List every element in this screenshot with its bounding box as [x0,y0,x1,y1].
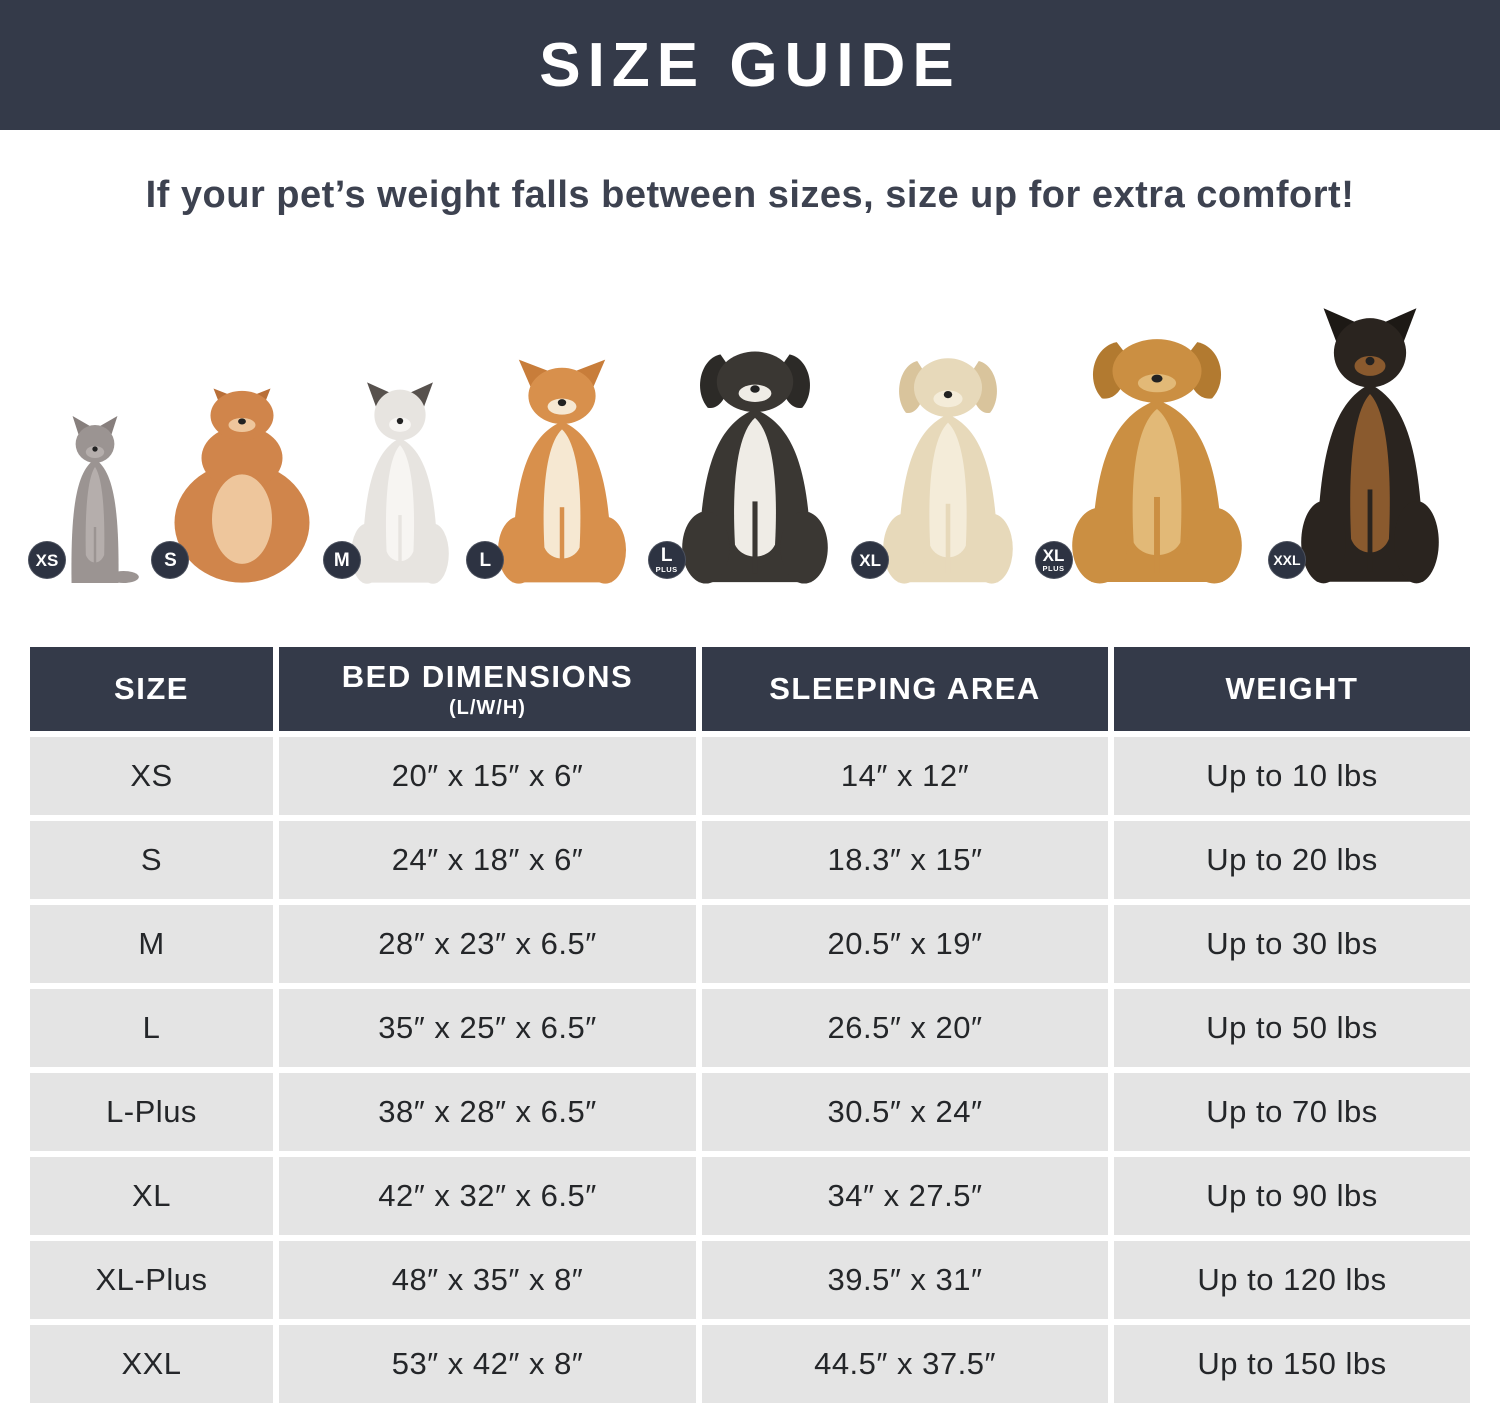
size-cell: L-Plus [30,1073,273,1151]
size-badge-l-plus [648,541,686,579]
sleeping-area-cell: 14″ x 12″ [702,737,1108,815]
badge-sub-label: PLUS [655,565,678,575]
shiba-inu-illustration [482,357,642,585]
sleeping-area-cell: 44.5″ x 37.5″ [702,1325,1108,1403]
bed-dimensions-cell: 28″ x 23″ x 6.5″ [279,905,696,983]
badge-label: XS [35,550,59,570]
sleeping-area-cell: 20.5″ x 19″ [702,905,1108,983]
size-cell: XXL [30,1325,273,1403]
weight-cell: Up to 120 lbs [1114,1241,1470,1319]
sleeping-area-cell: 34″ x 27.5″ [702,1157,1108,1235]
bed-dimensions-cell: 24″ x 18″ x 6″ [279,821,696,899]
pet-figure-french-bulldog [333,380,461,585]
sleeping-area-cell: 30.5″ x 24″ [702,1073,1108,1151]
badge-label: XL [859,550,881,570]
weight-cell: Up to 150 lbs [1114,1325,1470,1403]
pet-figure-border-collie [655,340,846,585]
column-header-weight-label: WEIGHT [1225,671,1359,706]
badge-label: S [164,549,177,571]
size-badge-l [466,541,504,579]
bed-dimensions-cell: 35″ x 25″ x 6.5″ [279,989,696,1067]
pet-figure-golden-retriever [1042,327,1263,585]
column-header-bed-dimensions-label: BED DIMENSIONS [341,658,634,694]
size-guide-table [30,647,1470,1403]
bed-dimensions-cell: 38″ x 28″ x 6.5″ [279,1073,696,1151]
badge-label: M [333,549,350,571]
pet-figure-doberman [1273,305,1456,585]
badge-label: XXL [1273,552,1301,568]
bed-dimensions-cell: 42″ x 32″ x 6.5″ [279,1157,696,1235]
column-header-bed-dimensions-sub: (L/W/H) [449,696,526,719]
weight-cell: Up to 30 lbs [1114,905,1470,983]
badge-label: L [660,545,673,567]
column-header-size-label: SIZE [114,671,189,706]
pet-figure-shiba-inu [479,357,642,585]
column-header-sleeping-area-label: SLEEPING AREA [769,671,1041,706]
bed-dimensions-cell: 48″ x 35″ x 8″ [279,1241,696,1319]
pet-size-lineup [35,283,1456,585]
pomeranian-illustration [167,385,317,585]
column-header-bed-dimensions [279,647,696,731]
bed-dimensions-cell: 53″ x 42″ x 8″ [279,1325,696,1403]
size-cell: XS [30,737,273,815]
size-badge-xl [851,541,889,579]
size-badge-m [323,541,361,579]
bed-dimensions-cell: 20″ x 15″ x 6″ [279,737,696,815]
pet-figure-labrador [859,347,1029,585]
pet-figure-cat [35,415,146,585]
weight-cell: Up to 20 lbs [1114,821,1470,899]
column-header-weight [1114,647,1470,731]
size-badge-xxl [1268,541,1306,579]
column-header-sleeping-area [702,647,1108,731]
size-cell: M [30,905,273,983]
weight-cell: Up to 50 lbs [1114,989,1470,1067]
badge-label: L [479,549,492,571]
size-badge-xs [28,541,66,579]
badge-sub-label: PLUS [1042,564,1065,574]
sleeping-area-cell: 39.5″ x 31″ [702,1241,1108,1319]
weight-cell: Up to 10 lbs [1114,737,1470,815]
sleeping-area-cell: 18.3″ x 15″ [702,821,1108,899]
weight-cell: Up to 90 lbs [1114,1157,1470,1235]
column-header-size [30,647,273,731]
weight-cell: Up to 70 lbs [1114,1073,1470,1151]
pet-figure-pomeranian [164,385,317,585]
title-bar [0,0,1500,130]
badge-label: XL [1042,546,1065,566]
golden-retriever-illustration [1051,327,1263,585]
size-badge-xl-plus [1035,541,1073,579]
border-collie-illustration [664,340,846,585]
size-cell: XL-Plus [30,1241,273,1319]
page-title: SIZE GUIDE [539,30,961,100]
doberman-illustration [1284,305,1456,585]
labrador-illustration [867,347,1029,585]
size-cell: L [30,989,273,1067]
subtitle: If your pet’s weight falls between sizes, size up for extra comfort! [145,174,1355,216]
size-cell: S [30,821,273,899]
size-cell: XL [30,1157,273,1235]
sleeping-area-cell: 26.5″ x 20″ [702,989,1108,1067]
